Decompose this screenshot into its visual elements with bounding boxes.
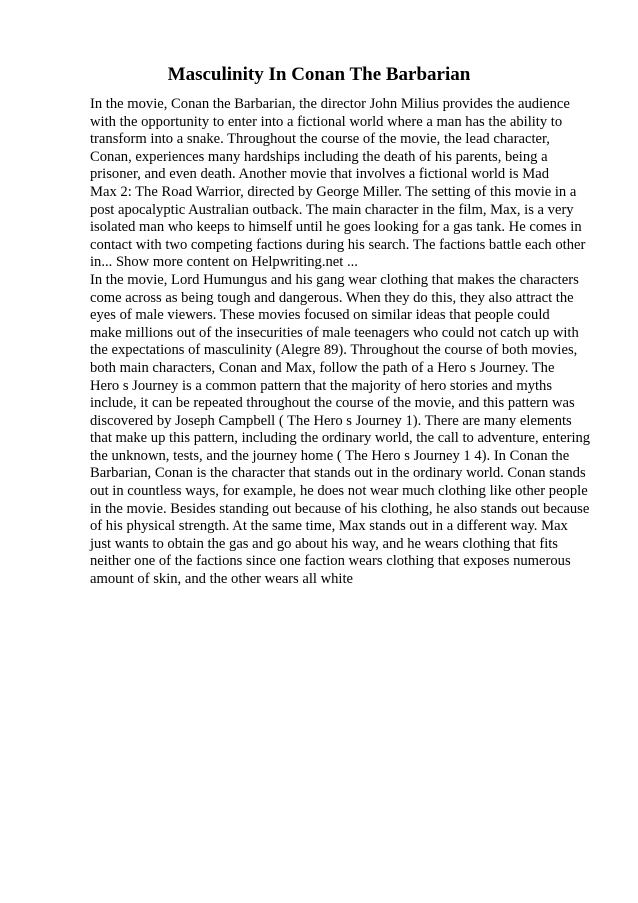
text-line: that make up this pattern, including the ordinary world, the call to adventure, entering <box>90 430 591 447</box>
text-line: in the movie. Besides standing out because of his clothing, he also stands out because <box>90 500 590 517</box>
text-line: Max 2: The Road Warrior, directed by George Miller. The setting of this movie in a <box>90 183 577 200</box>
page-title: Masculinity In Conan The Barbarian <box>167 64 471 85</box>
text-line: post apocalyptic Australian outback. The main character in the film, Max, is a very <box>90 201 574 218</box>
text-line: amount of skin, and the other wears all white <box>90 571 354 588</box>
text-line: prisoner, and even death. Another movie that involves a fictional world is Mad <box>90 166 550 183</box>
text-line: eyes of male viewers. These movies focused on similar ideas that people could <box>90 307 550 324</box>
text-line: Barbarian, Conan is the character that stands out in the ordinary world. Conan stands <box>90 465 586 482</box>
body-text <box>90 96 610 589</box>
text-line: just wants to obtain the gas and go about his way, and he wears clothing that fits <box>90 535 558 552</box>
text-line: both main characters, Conan and Max, follow the path of a Hero s Journey. The <box>90 359 555 376</box>
text-line: the expectations of masculinity (Alegre 89). Throughout the course of both movies, <box>90 342 578 359</box>
text-line: come across as being tough and dangerous. When they do this, they also attract the <box>90 289 574 306</box>
text-line: neither one of the factions since one faction wears clothing that exposes numerous <box>90 553 571 570</box>
text-line: In the movie, Lord Humungus and his gang wear clothing that makes the characters <box>90 271 579 288</box>
text-line: contact with two competing factions during his search. The factions battle each other <box>90 236 586 253</box>
text-line: isolated man who keeps to himself until he goes looking for a gas tank. He comes in <box>90 219 582 236</box>
text-line: the unknown, tests, and the journey home ( The Hero s Journey 1 4). In Conan the <box>90 447 570 464</box>
text-line: include, it can be repeated throughout the course of the movie, and this pattern was <box>90 395 575 412</box>
show-more-line: in... Show more content on Helpwriting.net ... <box>90 254 358 271</box>
text-line: out in countless ways, for example, he does not wear much clothing like other people <box>90 483 588 500</box>
text-line: transform into a snake. Throughout the course of the movie, the lead character, <box>90 131 550 148</box>
text-line: make millions out of the insecurities of male teenagers who could not catch up with <box>90 324 579 341</box>
text-line: with the opportunity to enter into a fictional world where a man has the ability to <box>90 113 563 130</box>
text-line: discovered by Joseph Campbell ( The Hero s Journey 1). There are many elements <box>90 412 572 429</box>
text-line: In the movie, Conan the Barbarian, the director John Milius provides the audience <box>90 96 570 112</box>
text-line: of his physical strength. At the same time, Max stands out in a different way. Max <box>90 518 568 535</box>
text-line: Hero s Journey is a common pattern that the majority of hero stories and myths <box>90 377 553 394</box>
text-line: Conan, experiences many hardships including the death of his parents, being a <box>90 148 548 165</box>
